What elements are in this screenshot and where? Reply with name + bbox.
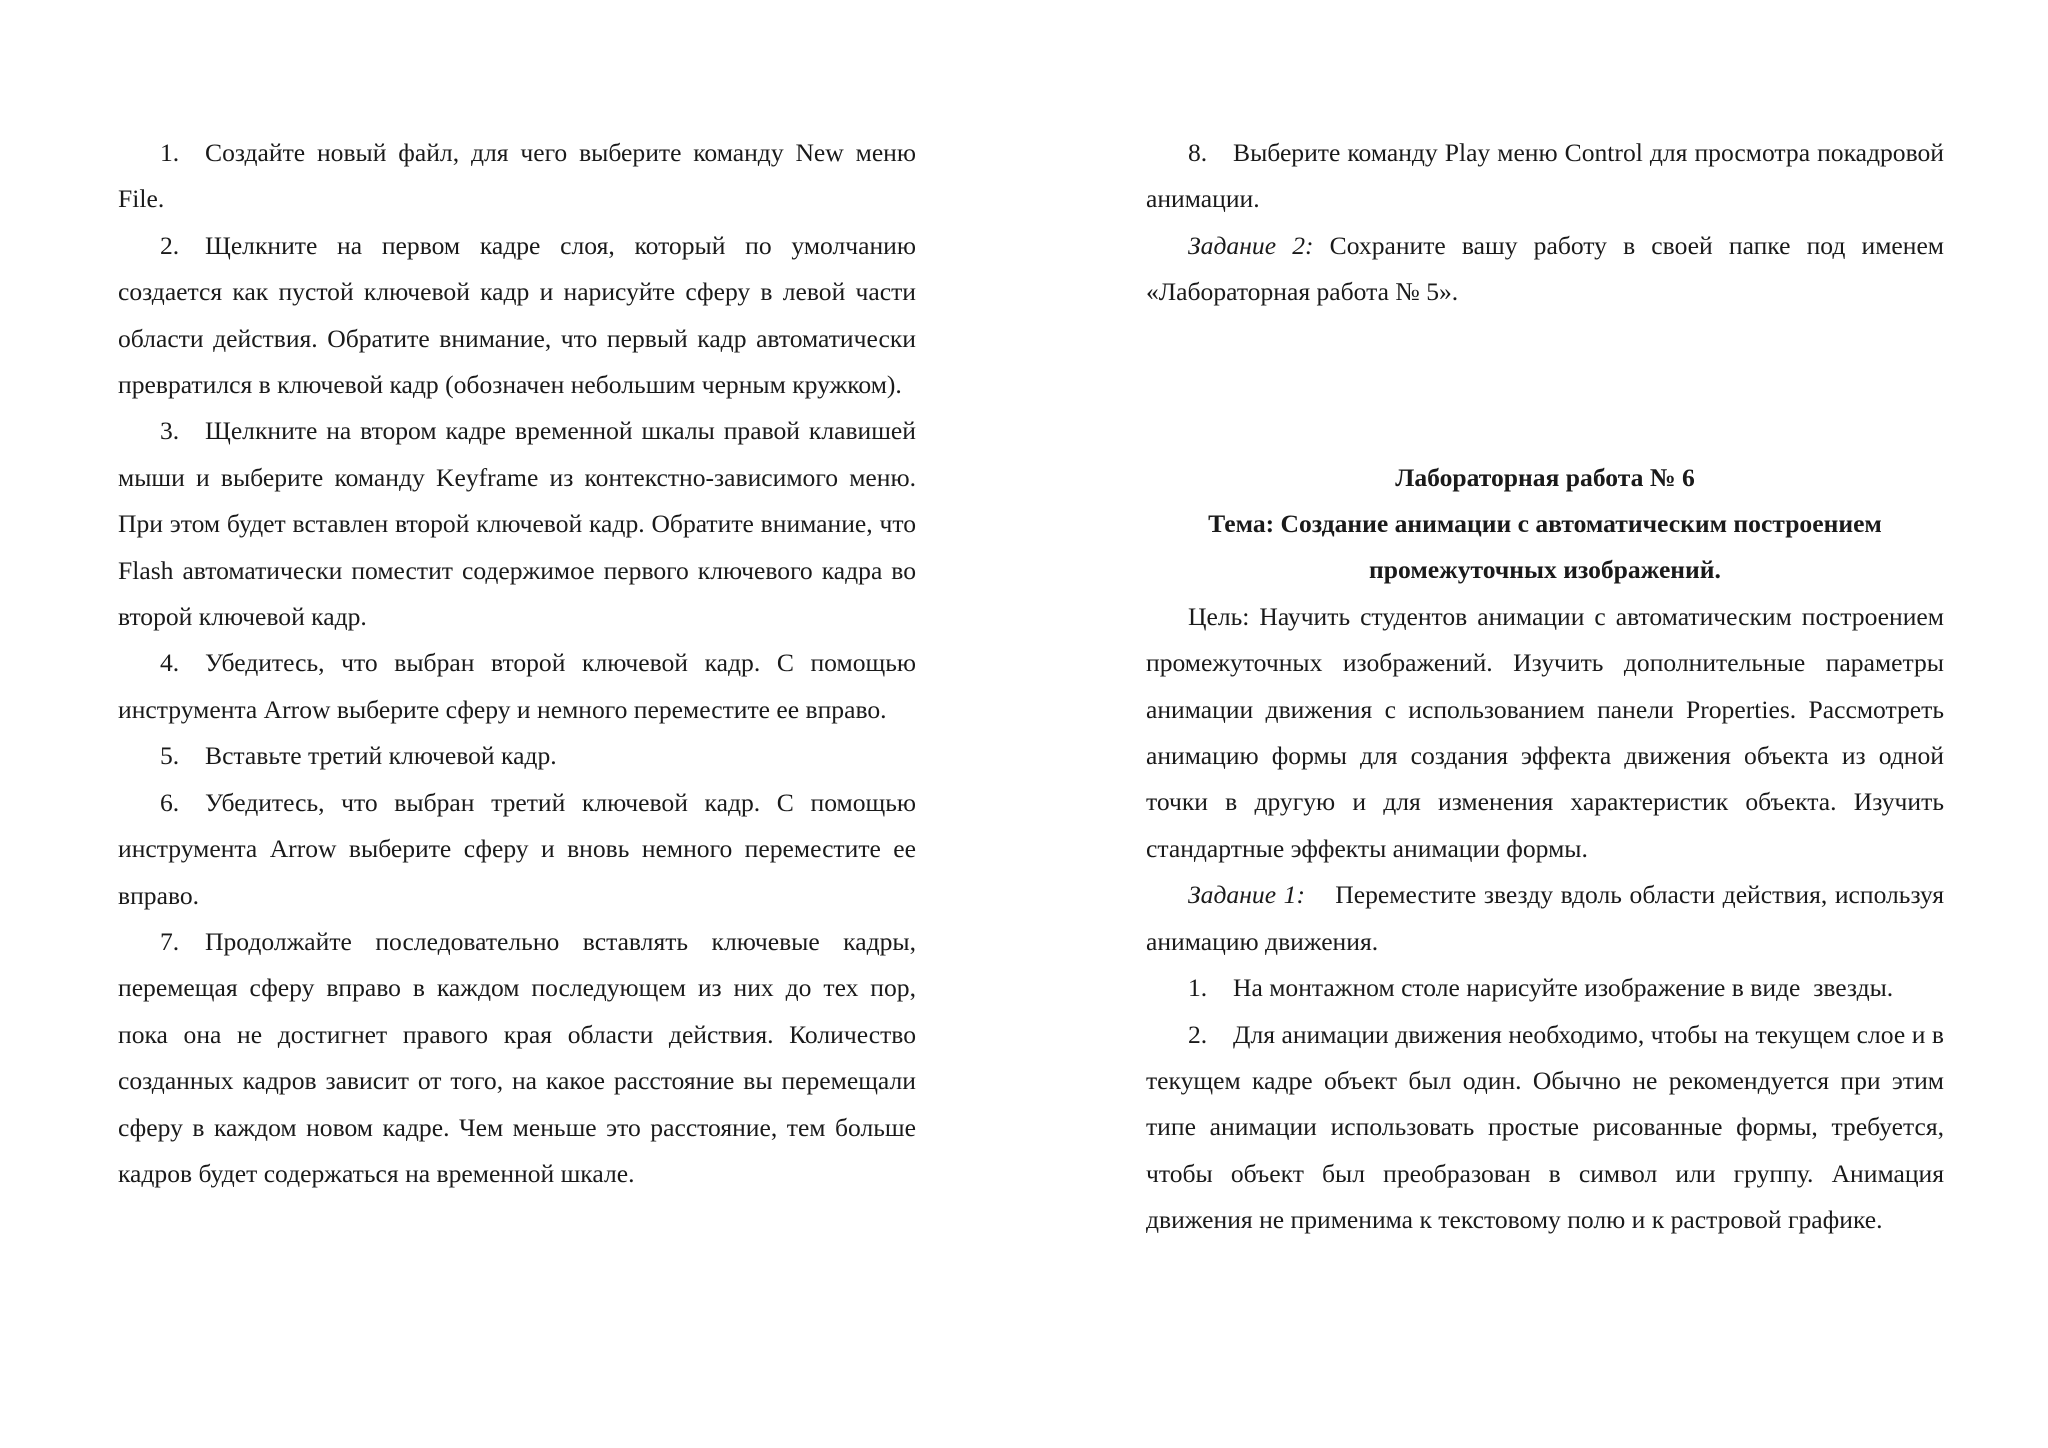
list-number: 5. [160,741,180,771]
right-page-column [1146,130,1951,1244]
list-text: На монтажном столе нарисуйте изображение в виде звезды. [1233,973,1894,1003]
list-item-4 [118,640,916,733]
list-item-r2 [1146,1012,1944,1244]
list-number: 2. [160,230,180,260]
list-text: Выберите команду Play меню Control для просмотра покадровой анимации. [1146,138,1944,214]
task-2-paragraph [1146,223,1944,316]
list-text: Убедитесь, что выбран третий ключевой кадр. С помощью инструмента Arrow выберите сферу и вновь немного переместите ее вправо. [118,787,916,910]
task-2-text: Сохраните вашу работу в своей папке под именем «Лабораторная работа № 5». [1146,230,1944,307]
topic-line-1: Тема: Создание анимации с автоматическим построением [1208,509,1882,539]
list-item-6 [118,780,916,919]
task-1-label: Задание 1: [1188,880,1305,910]
list-item-2 [118,223,916,409]
list-number: 1. [160,138,180,167]
list-number: 3. [160,416,180,446]
list-text: Убедитесь, что выбран второй ключевой кадр. С помощью инструмента Arrow выберите сферу и немного переместите ее вправо. [118,648,916,724]
left-page-column [118,130,916,1197]
list-text: Продолжайте последовательно вставлять ключевые кадры, перемещая сферу вправо в каждом последующем из них до тех пор, пока она не достигнет правого края области действия. Количество созданных кадров зависит от того, на какое расстояние вы перемещали сферу в каждом новом кадре. Чем меньше это расстояние, тем больше кадров будет содержаться на временной шкале. [118,926,916,1188]
list-number: 2. [1188,1019,1208,1049]
list-text: Вставьте третий ключевой кадр. [205,741,557,771]
lab-title: Лабораторная работа № 6 [1395,462,1695,492]
list-number: 8. [1188,138,1208,167]
task-1-paragraph [1146,872,1951,965]
section-spacer [1146,316,1944,455]
list-text: Щелкните на первом кадре слоя, который по умолчанию создается как пустой ключевой кадр и нарисуйте сферу в левой части области действия. Обратите внимание, что первый кадр автоматически превратился в ключевой кадр (обозначен небольшим черным кружком). [118,230,916,400]
task-2-label: Задание 2: [1188,230,1314,260]
list-item-8 [1146,130,1944,223]
list-number: 1. [1188,973,1208,1003]
list-item-1 [118,130,916,223]
list-text: Создайте новый файл, для чего выберите команду New меню File. [118,138,916,214]
list-item-5 [118,733,916,779]
list-text: Для анимации движения необходимо, чтобы на текущем слое и в текущем кадре объект был один. Обычно не рекомендуется при этим типе анимации использовать простые рисованные формы, требуется, чтобы объект был преобразован в символ или группу. Анимация движения не применима к текстовому полю и к растровой графике. [1146,1019,1944,1235]
list-number: 4. [160,648,180,678]
list-item-r1 [1146,965,1944,1011]
task-1-text: Переместите звезду вдоль области действия, используя анимацию движения. [1146,880,1951,956]
goal-paragraph: Цель: Научить студентов анимации с автоматическим построением промежуточных изображений. Изучить дополнительные параметры анимации движения с использованием панели Properties. Рассмотреть анимацию формы для создания эффекта движения объекта из одной точки в другую и для изменения характеристик объекта. Изучить стандартные эффекты анимации формы. [1146,601,1944,863]
list-number: 6. [160,787,180,817]
list-item-7 [118,919,916,1197]
topic-line-2: промежуточных изображений. [1369,555,1721,585]
list-number: 7. [160,926,180,956]
list-item-3 [118,408,916,640]
list-text: Щелкните на втором кадре временной шкалы правой клавишей мыши и выберите команду Keyframe из контекстно-зависимого меню. При этом будет вставлен второй ключевой кадр. Обратите внимание, что Flash автоматически поместит содержимое первого ключевого кадра во второй ключевой кадр. [118,416,916,632]
